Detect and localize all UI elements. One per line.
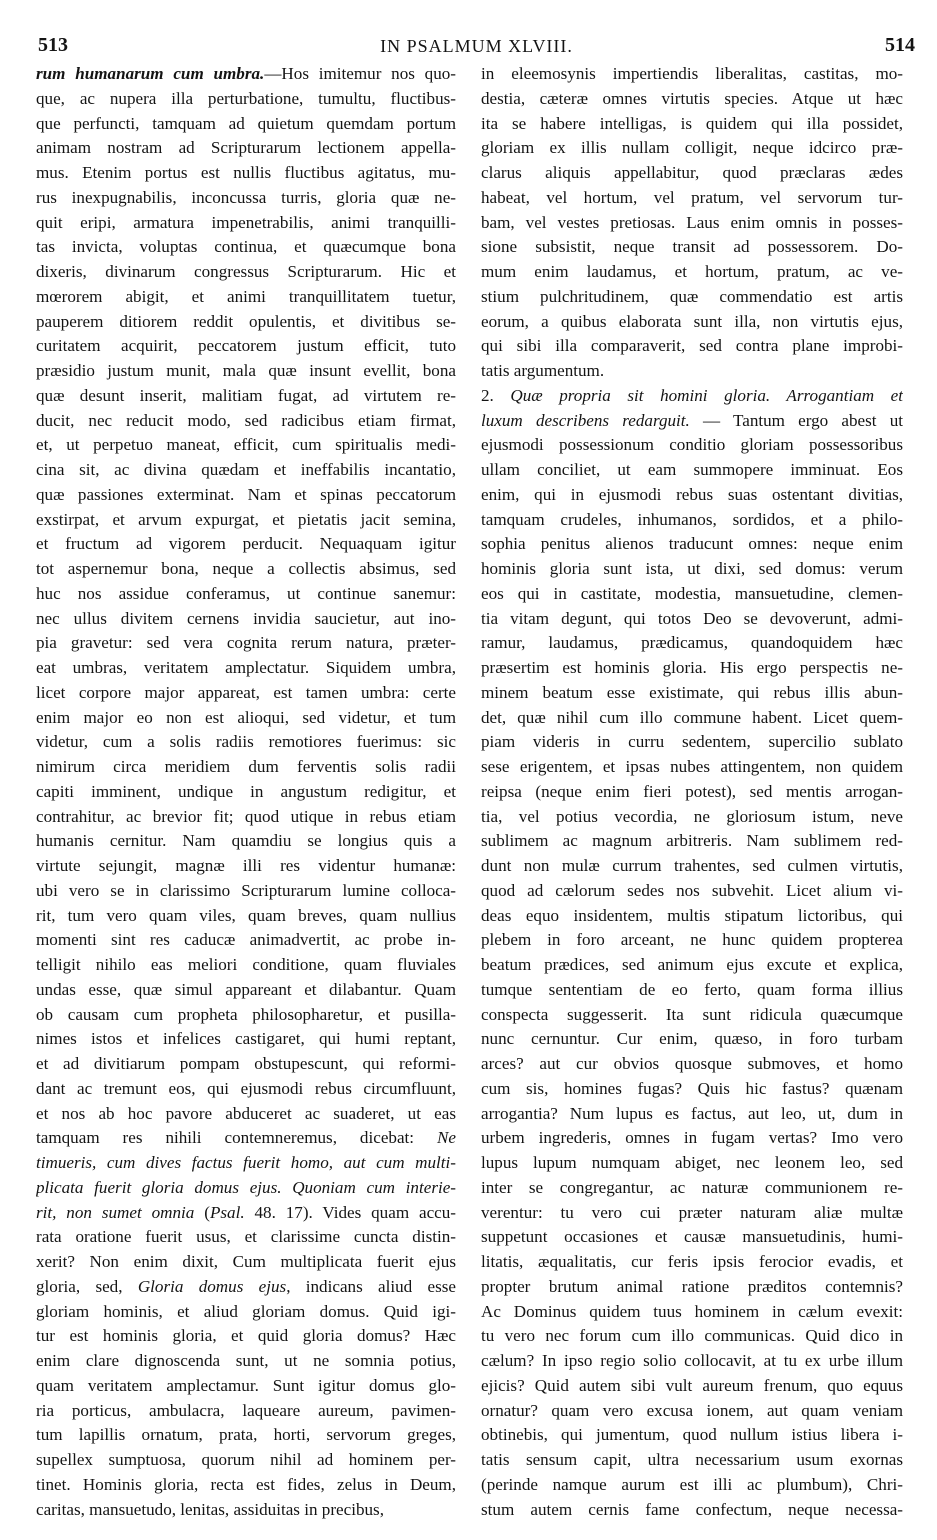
text-line	[36, 1126, 456, 1151]
text-run: in eleemosynis impertiendis liberalitas, castitas, mo-	[481, 64, 903, 83]
text-line	[36, 1077, 456, 1102]
text-run: et, ut perpetuo maneat, efficit, cum spiritualis medi-	[36, 435, 456, 455]
text-line	[481, 483, 903, 508]
text-run: tur est hominis gloria, et quid gloria domus? Hæc	[36, 1326, 456, 1346]
text-line	[36, 755, 456, 780]
text-line	[36, 1498, 456, 1523]
text-run: sese erigentem, et ipsas nubes attingentem, non quidem	[481, 757, 903, 776]
text-line	[481, 1077, 903, 1102]
text-run: obtinebis, qui jumentum, quod nullum istius libera i-	[481, 1425, 903, 1445]
text-run: præsidio justum munit, mala quæ insunt evellit, bona	[36, 361, 456, 380]
text-run: ramur, laudamus, prædicamus, quandoquidem hæc	[481, 633, 903, 653]
text-line	[36, 879, 456, 904]
text-run: luxum describens redarguit.	[481, 410, 690, 430]
text-run: (perinde namque aurum est illi ac plumbum), Chri-	[481, 1474, 903, 1494]
text-run: virtute sejungit, magnæ illi res videntur humanæ:	[36, 856, 456, 875]
text-run: (	[194, 1202, 210, 1222]
text-line	[481, 1448, 903, 1473]
text-line	[481, 1423, 903, 1448]
text-line	[481, 780, 903, 805]
text-line	[481, 532, 903, 557]
text-line	[481, 557, 903, 582]
text-run: Psal.	[209, 1202, 245, 1222]
text-line	[481, 1151, 903, 1176]
text-line	[481, 829, 903, 854]
text-run: deas equo insidentem, multis stipatum lictoribus, qui	[481, 905, 903, 925]
text-line	[36, 532, 456, 557]
text-line	[481, 681, 903, 706]
text-line	[481, 755, 903, 780]
text-run: inter se congregantur, ac naturæ communionem re-	[481, 1177, 903, 1197]
text-line	[36, 211, 456, 236]
text-line	[481, 235, 903, 260]
text-run: destia, cæteræ omnes virtutis species. Atque ut hæc	[481, 88, 903, 108]
text-line	[36, 161, 456, 186]
text-line	[481, 1374, 903, 1399]
text-line	[481, 1349, 903, 1374]
text-line	[481, 384, 903, 409]
text-line	[36, 508, 456, 533]
text-run: verentur: tu vero cui præter naturam aliæ multæ	[481, 1202, 903, 1222]
text-run: ullam conciliet, ut eam summopere imminuat. Eos	[481, 460, 903, 479]
text-line	[36, 285, 456, 310]
text-line	[481, 1498, 903, 1523]
text-run: —Hos imitemur nos quo-	[264, 64, 456, 83]
text-line	[36, 136, 456, 161]
text-run: lupus lupum numquam abiget, nec leonem leo, sed	[481, 1153, 903, 1172]
text-run: tinet. Hominis gloria, recta est fides, zelus in Deum,	[36, 1474, 456, 1494]
text-run: Ac Dominus quidem tuus hominem in cælum evexit:	[481, 1301, 903, 1321]
text-run: quod ad cælorum sedes nos subvehit. Licet alium vi-	[481, 880, 903, 900]
text-run: ejicis? Quid autem sibi vult aureum frenum, quo equus	[481, 1375, 903, 1395]
text-run: mum enim laudamus, et hortum, pratum, ac ve-	[481, 262, 903, 281]
text-column-left	[36, 62, 456, 1522]
text-run: arces? aut cur obvios quosque submoves, et homo	[481, 1054, 903, 1073]
text-run: enim, qui in ejusmodi rebus suas ostentant divitias,	[481, 484, 903, 504]
text-line	[481, 508, 903, 533]
text-line	[36, 1027, 456, 1052]
text-line	[481, 1126, 903, 1151]
text-line	[36, 780, 456, 805]
text-run: licet corpore major appareat, est tamen umbra: certe	[36, 682, 456, 702]
text-run: ornatur? quam vero excusa ionem, aut quam veniam	[481, 1400, 903, 1420]
text-line	[481, 656, 903, 681]
text-line	[36, 1201, 456, 1226]
text-line	[36, 656, 456, 681]
text-run: plicata fuerit gloria domus ejus. Quoniam cum interie-	[36, 1177, 456, 1197]
text-line	[481, 186, 903, 211]
text-line	[36, 359, 456, 384]
text-line	[36, 1374, 456, 1399]
text-run: ita se habere intelligas, is quidem qui illa possidet,	[481, 113, 903, 133]
text-line	[481, 112, 903, 137]
text-line	[481, 260, 903, 285]
text-line	[481, 359, 903, 384]
text-run: cina sit, ac divina quædam et ineffabilis incantatio,	[36, 460, 456, 479]
text-run: tatis argumentum.	[481, 361, 605, 380]
text-run: tamquam res nihili contemneremus, dicebat:	[36, 1128, 437, 1148]
text-line	[36, 730, 456, 755]
text-run: ejusmodi possessionum conditio gloriam possessoribus	[481, 435, 903, 455]
text-run: quam veritatem amplectamur. Sunt igitur domus glo-	[36, 1375, 456, 1395]
text-run: Quæ propria sit homini gloria. Arrogantiam et	[510, 385, 903, 405]
text-line	[481, 1225, 903, 1250]
running-title: IN PSALMUM XLVIII.	[380, 36, 573, 56]
text-line	[36, 681, 456, 706]
text-line	[36, 1423, 456, 1448]
text-line	[36, 483, 456, 508]
text-run: tia, vel potius vecordia, ne gloriosum istum, neve	[481, 806, 903, 826]
text-line	[36, 1250, 456, 1275]
text-run: animam nostram ad Scripturarum lectionem appella-	[36, 138, 456, 158]
text-line	[36, 1102, 456, 1127]
text-line	[481, 805, 903, 830]
text-line	[36, 1275, 456, 1300]
text-line	[36, 928, 456, 953]
text-run: stum autem cernis fame confectum, neque necessa-	[481, 1499, 903, 1519]
text-run: capiti imminent, undique in angustum redigitur, et	[36, 781, 456, 801]
text-run: rit, non sumet omnia	[36, 1202, 195, 1222]
text-run: que, ac nupera illa perturbatione, tumultu, fluctibus-	[36, 88, 456, 108]
text-run: nec ullus divitem cernens invidia saucietur, aut ino-	[36, 608, 456, 628]
text-run: hominis gloria sunt ista, ut dixi, sed domus: verum	[481, 559, 903, 578]
text-line	[36, 557, 456, 582]
text-line	[36, 310, 456, 335]
text-run: dixeris, divinarum congressus Scripturarum. Hic et	[36, 262, 456, 281]
text-line	[481, 87, 903, 112]
text-run: nimirum circa meridiem dum ferventis solis radii	[36, 757, 456, 776]
text-run: conspecta suggesserit. Ita sunt ridicula quæcumque	[481, 1004, 903, 1024]
text-line	[36, 433, 456, 458]
text-run: caritas, mansuetudo, lenitas, assiduitas in precibus,	[36, 1499, 384, 1519]
text-line	[481, 904, 903, 929]
text-run: tamquam crudeles, inhumanos, sordidos, et a philo-	[481, 509, 903, 529]
text-run: cum sis, homines fugas? Quis hic fastus? quænam	[481, 1078, 903, 1098]
text-line	[481, 1176, 903, 1201]
text-run: ubi vero se in clarissimo Scripturarum lumine colloca-	[36, 880, 456, 900]
text-run: eos qui in castitate, modestia, mansuetudine, clemen-	[481, 583, 903, 603]
text-run: contrahitur, ac brevior fit; quod utique in rebus etiam	[36, 806, 456, 826]
text-line	[36, 186, 456, 211]
text-line	[481, 1250, 903, 1275]
text-run: et nos ab hoc pavore abduceret ac suaderet, ut eas	[36, 1103, 456, 1123]
text-run: cælum? In ipso regio solio collocavit, at tu ex urbe illum	[481, 1351, 903, 1370]
text-run: clarus aliquis appellabitur, quod præclaras ædes	[481, 163, 903, 182]
text-run: timueris, cum dives factus fuerit homo, aut cum multi-	[36, 1153, 456, 1172]
text-run: quit eripi, armatura impenetrabilis, animi tranquilli-	[36, 212, 456, 232]
text-run: rus inexpugnabilis, inconcussa turris, gloria quæ ne-	[36, 187, 456, 207]
text-run: exstirpat, et arvum expurgat, et pietatis jacit semina,	[36, 509, 456, 529]
text-run: nunc cernuntur. Cur enim, quæso, in foro turbam	[481, 1029, 903, 1049]
text-line	[36, 1448, 456, 1473]
text-line	[481, 211, 903, 236]
text-run: 2.	[481, 385, 511, 405]
page-number-left: 513	[38, 34, 68, 56]
text-run: que perfuncti, tamquam ad quietum quemdam portum	[36, 113, 456, 133]
running-header	[38, 34, 915, 58]
text-run: eat umbras, veritatem amplectatur. Siquidem umbra,	[36, 658, 456, 677]
text-line	[481, 1003, 903, 1028]
text-line	[36, 854, 456, 879]
text-line	[36, 334, 456, 359]
text-line	[481, 582, 903, 607]
text-run: qui sibi illa comparaverit, sed contra plane improbi-	[481, 336, 903, 356]
text-line	[481, 879, 903, 904]
text-run: 48. 17). Vides quam accu-	[244, 1202, 456, 1222]
text-run: piam videris in curru sedentem, supercilio sublato	[481, 732, 903, 752]
text-line	[36, 1225, 456, 1250]
text-run: tot aspernemur bona, neque a collectis absimus, sed	[36, 559, 456, 578]
text-run: plebem in foro arceant, ne hunc quidem propterea	[481, 930, 903, 950]
text-line	[481, 1027, 903, 1052]
text-line	[481, 62, 903, 87]
text-run: tatis sensum capit, ultra necessarium usum exornas	[481, 1450, 903, 1469]
text-line	[481, 1201, 903, 1226]
text-line	[36, 829, 456, 854]
text-run: suppetunt occasiones et causæ mansuetudinis, humi-	[481, 1227, 903, 1247]
text-run: eorum, a quibus elaborata sunt illa, non virtutis ejus,	[481, 311, 903, 331]
text-line	[481, 433, 903, 458]
text-line	[36, 978, 456, 1003]
text-line	[36, 458, 456, 483]
text-line	[36, 384, 456, 409]
text-run: ria porticus, ambulacra, laqueare aureum, pavimen-	[36, 1400, 456, 1420]
text-run: beatum prædices, sed animum ejus excute et explica,	[481, 955, 903, 974]
text-run: humanis cernitur. Nam quamdiu se longius quis a	[36, 831, 456, 851]
text-line	[36, 1473, 456, 1498]
text-line	[481, 631, 903, 656]
text-line	[481, 854, 903, 879]
text-line	[481, 1324, 903, 1349]
text-run: minem beatum esse existimate, qui rebus illis abun-	[481, 682, 903, 702]
text-line	[481, 161, 903, 186]
text-run: tas invicta, voluptas continua, et quæcumque bona	[36, 237, 456, 257]
text-line	[481, 136, 903, 161]
text-line	[36, 1176, 456, 1201]
text-run: litatis, æqualitatis, cur feris ipsis ferocior evadis, et	[481, 1252, 903, 1271]
text-run: xerit? Non enim dixit, Cum multiplicata fuerit ejus	[36, 1252, 456, 1271]
text-run: tu vero nec forum cum illo communicas. Quid dico in	[481, 1326, 903, 1346]
text-run: propter brutum animal ratione præditos contemnis?	[481, 1276, 903, 1296]
text-line	[481, 928, 903, 953]
text-run: sublimem ac magnum arbitreris. Nam sublimem red-	[481, 831, 903, 851]
text-line	[481, 706, 903, 731]
text-run: , indicans aliud esse	[286, 1276, 456, 1296]
text-line	[481, 978, 903, 1003]
text-line	[36, 1151, 456, 1176]
text-line	[36, 1052, 456, 1077]
text-run: rit, tum vero quam viles, quam breves, quam nullius	[36, 905, 456, 925]
text-line	[481, 310, 903, 335]
text-line	[481, 1300, 903, 1325]
text-run: ob causam cum propheta philosopharetur, et pusilla-	[36, 1004, 456, 1024]
text-line	[36, 62, 456, 87]
text-run: enim clare dignoscenda sunt, ut ne somnia potius,	[36, 1351, 456, 1370]
text-run: telligit nihilo eas meliori conditione, quam fluviales	[36, 955, 456, 974]
text-line	[36, 1324, 456, 1349]
text-run: nimes istos et infelices castigaret, qui humi reptant,	[36, 1029, 456, 1049]
text-run: enim major eo non est alioqui, sed videtur, et tum	[36, 707, 456, 727]
text-line	[481, 730, 903, 755]
text-run: det, quæ nihil cum illo commune habent. Licet quem-	[481, 707, 903, 727]
text-run: et ad divitiarum pompam obstupescunt, qui reformi-	[36, 1054, 456, 1073]
text-run: tumque sententiam de eo ferto, quam forma illius	[481, 979, 903, 999]
text-run: mœrorem abigit, et animi tranquillitatem tuetur,	[36, 286, 456, 306]
page-number-right: 514	[885, 34, 915, 56]
text-run: quæ desunt inserit, malitiam fugat, ad virtutem re-	[36, 385, 456, 405]
text-run: — Tantum ergo abest ut	[689, 410, 903, 430]
text-run: et fructum ad vigorem perducit. Nequaquam igitur	[36, 534, 456, 554]
text-line	[481, 1399, 903, 1424]
text-run: reipsa (neque enim fieri potest), sed mentis arrogan-	[481, 781, 903, 801]
text-line	[36, 112, 456, 137]
text-run: momenti sint res caducæ animadvertit, ac probe in-	[36, 930, 456, 950]
text-run: gloria, sed,	[36, 1276, 138, 1296]
text-run: dunt non mulæ currum trahentes, sed culmen virtutis,	[481, 856, 903, 875]
text-line	[36, 1003, 456, 1028]
text-run: habeat, vel hortum, vel pratum, vel servorum tur-	[481, 187, 903, 207]
text-line	[481, 1102, 903, 1127]
text-line	[36, 260, 456, 285]
text-line	[36, 235, 456, 260]
text-run: Gloria domus ejus	[137, 1276, 287, 1296]
text-run: huc nos assidue conferamus, ut continue sanemur:	[36, 583, 456, 603]
text-run: præsertim est hominis gloria. His ergo perspectis ne-	[481, 658, 903, 677]
text-run: arrogantia? Num lupus es factus, aut leo, ut, dum in	[481, 1103, 903, 1123]
text-run: quæ passiones exterminat. Nam et spinas peccatorum	[36, 484, 456, 504]
text-run: supellex sumptuosa, quorum nihil ad hominem per-	[36, 1450, 456, 1469]
text-run: tia vitam degunt, qui totos Deo se devoverunt, admi-	[481, 608, 903, 628]
text-line	[481, 1275, 903, 1300]
text-line	[481, 1052, 903, 1077]
text-line	[36, 904, 456, 929]
text-line	[481, 607, 903, 632]
text-line	[36, 607, 456, 632]
text-run: pauperem ditiorem reddit opulentis, et divitibus se-	[36, 311, 456, 331]
text-line	[481, 1473, 903, 1498]
text-run: Ne	[437, 1128, 456, 1148]
text-run: bam, vel vestes pretiosas. Laus enim omnis in posses-	[481, 212, 903, 232]
text-line	[36, 409, 456, 434]
text-line	[36, 582, 456, 607]
text-run: dant ac tremunt eos, qui ejusmodi rebus circumfluunt,	[36, 1078, 456, 1098]
text-run: pia gravetur: sed vera cognita rerum natura, præter-	[36, 633, 456, 653]
text-line	[36, 953, 456, 978]
text-run: rum humanarum cum umbra.	[36, 64, 265, 83]
text-line	[36, 1399, 456, 1424]
text-line	[36, 805, 456, 830]
text-run: undas esse, quæ simul appareant et dilabantur. Quam	[36, 979, 456, 999]
text-run: urbem ingrederis, omnes in fugam vertas? Imo vero	[481, 1128, 903, 1148]
text-run: sione subsistit, neque transit ad possessorem. Do-	[481, 237, 903, 257]
text-line	[481, 334, 903, 359]
text-line	[481, 458, 903, 483]
text-line	[36, 1300, 456, 1325]
text-run: tum lapillis ornatum, prata, horti, servorum greges,	[36, 1425, 456, 1445]
text-line	[481, 285, 903, 310]
text-run: sophia penitus alienos traducunt omnes: neque enim	[481, 534, 903, 554]
text-run: gloriam ex illis nullam colligit, neque idcirco præ-	[481, 138, 903, 158]
text-run: rata oratione fuerit usus, et clarissime cuncta distin-	[36, 1227, 456, 1247]
text-line	[36, 706, 456, 731]
text-run: mus. Etenim portus est nullis fluctibus agitatus, mu-	[36, 163, 456, 182]
text-run: curitatem acquirit, peccatorem justum efficit, tuto	[36, 336, 456, 356]
text-run: stium pulchritudinem, quæ commendatio est artis	[481, 286, 903, 306]
text-line	[36, 1349, 456, 1374]
text-column-right	[481, 62, 903, 1522]
text-line	[481, 953, 903, 978]
text-line	[36, 631, 456, 656]
text-line	[481, 409, 903, 434]
text-line	[36, 87, 456, 112]
text-run: gloriam hominis, et aliud gloriam domus. Quid igi-	[36, 1301, 456, 1321]
text-run: ducit, nec reducit modo, sed radicibus etiam firmat,	[36, 410, 456, 430]
text-run: videtur, cum a solis radiis remotiores fuerimus: sic	[36, 732, 456, 752]
